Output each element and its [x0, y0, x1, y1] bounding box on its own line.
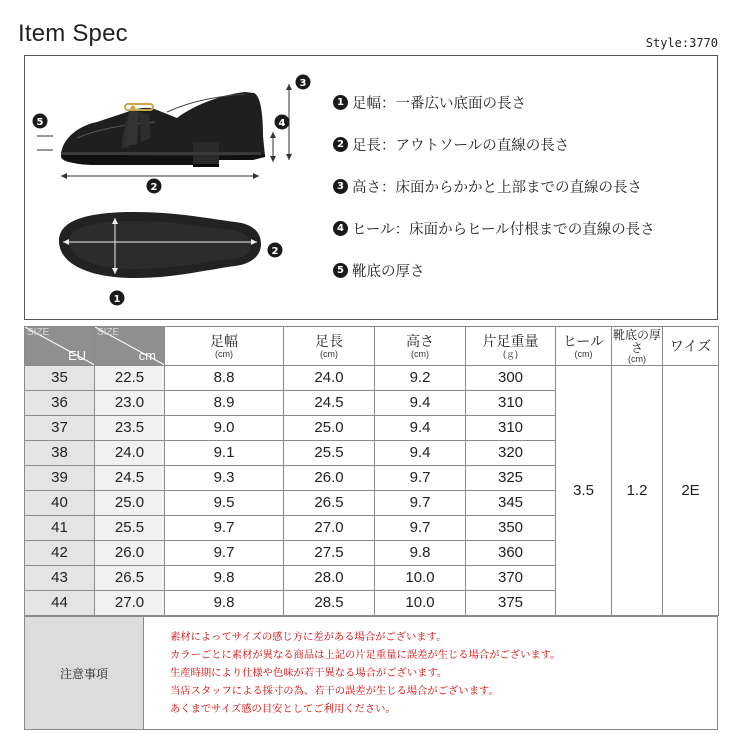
cell-cm: 25.0 — [95, 490, 165, 515]
cell-height: 9.7 — [375, 515, 466, 540]
legend-text: 靴底の厚さ — [352, 264, 425, 280]
style-code: Style:3770 — [645, 36, 718, 50]
note-line: 当店スタッフによる採寸の為、若干の誤差が生じる場合がございます。 — [170, 685, 499, 697]
cell-weight: 375 — [466, 590, 556, 615]
cell-length: 26.5 — [284, 490, 375, 515]
header-wise: ワイズ — [663, 327, 719, 366]
cell-length: 27.0 — [284, 515, 375, 540]
number-badge: 4 — [333, 221, 348, 236]
legend-item-height — [333, 176, 718, 197]
cell-cm: 26.5 — [95, 565, 165, 590]
cell-eu: 39 — [25, 465, 95, 490]
note-line: 素材によってサイズの感じ方に差がある場合がございます。 — [170, 631, 447, 643]
cell-weight: 320 — [466, 440, 556, 465]
corner-eu — [25, 327, 95, 366]
note-line: あくまでサイズ感の目安としてご利用ください。 — [170, 703, 396, 715]
svg-text:2: 2 — [150, 182, 158, 193]
header-foot-width: 足幅 (cm) — [165, 327, 284, 366]
table-header-row — [25, 327, 719, 366]
size-label: SIZE — [27, 327, 50, 338]
shoe-sole-view — [59, 212, 261, 278]
marker-2b — [268, 243, 283, 258]
page-title: Item Spec — [18, 20, 128, 47]
header-weight: 片足重量 (ｇ) — [466, 327, 556, 366]
cell-sole-thickness: 1.2 — [612, 365, 663, 615]
cell-height: 9.4 — [375, 390, 466, 415]
table-row — [25, 365, 719, 390]
cell-eu: 36 — [25, 390, 95, 415]
marker-3 — [296, 75, 311, 90]
legend-text: 高さ：床面からかかと上部までの直線の長さ — [352, 180, 642, 196]
marker-1 — [110, 291, 125, 306]
cell-length: 24.5 — [284, 390, 375, 415]
cell-length: 25.5 — [284, 440, 375, 465]
notes-body — [144, 617, 717, 729]
cell-eu: 40 — [25, 490, 95, 515]
cell-cm: 27.0 — [95, 590, 165, 615]
cell-weight: 345 — [466, 490, 556, 515]
marker-2 — [147, 179, 162, 194]
cell-cm: 23.5 — [95, 415, 165, 440]
cell-height: 9.8 — [375, 540, 466, 565]
cell-width: 9.3 — [165, 465, 284, 490]
cell-weight: 310 — [466, 415, 556, 440]
cell-eu: 44 — [25, 590, 95, 615]
header-sole-thickness: 靴底の厚さ (cm) — [612, 328, 661, 365]
cell-height: 9.4 — [375, 415, 466, 440]
measurement-diagram-panel — [24, 55, 718, 320]
corner-cm — [95, 327, 165, 366]
cell-cm: 26.0 — [95, 540, 165, 565]
size-table — [24, 326, 719, 616]
cell-length: 28.5 — [284, 590, 375, 615]
cell-height: 10.0 — [375, 590, 466, 615]
cell-width: 9.1 — [165, 440, 284, 465]
number-badge: 2 — [333, 137, 348, 152]
shoe-figure — [25, 56, 335, 321]
cell-width: 9.8 — [165, 590, 284, 615]
cell-length: 26.0 — [284, 465, 375, 490]
note-line: 生産時期により仕様や色味が若干異なる場合がございます。 — [170, 667, 448, 679]
marker-5 — [33, 114, 48, 129]
cell-height: 9.4 — [375, 440, 466, 465]
cell-eu: 37 — [25, 415, 95, 440]
cell-heel: 3.5 — [556, 365, 612, 615]
header-height: 高さ (cm) — [375, 327, 466, 366]
cell-width: 8.8 — [165, 365, 284, 390]
note-line: カラーごとに素材が異なる商品は上記の片足重量に誤差が生じる場合がございます。 — [170, 649, 561, 661]
cell-wise: 2E — [663, 365, 719, 615]
notes-panel — [24, 616, 718, 730]
measurement-legend — [333, 92, 718, 302]
legend-text: ヒール：床面からヒール付根までの直線の長さ — [352, 222, 655, 238]
svg-text:5: 5 — [36, 117, 44, 128]
cell-width: 8.9 — [165, 390, 284, 415]
svg-text:1: 1 — [113, 294, 121, 305]
legend-item-foot-width — [333, 92, 718, 113]
cell-cm: 22.5 — [95, 365, 165, 390]
cell-height: 10.0 — [375, 565, 466, 590]
cell-width: 9.5 — [165, 490, 284, 515]
svg-text:3: 3 — [299, 78, 307, 89]
legend-text: 足幅：一番広い底面の長さ — [352, 96, 526, 112]
cell-eu: 43 — [25, 565, 95, 590]
cell-length: 27.5 — [284, 540, 375, 565]
legend-item-sole-thickness — [333, 260, 718, 281]
cell-cm: 24.0 — [95, 440, 165, 465]
svg-text:2: 2 — [271, 246, 279, 257]
legend-item-foot-length — [333, 134, 718, 155]
cell-weight: 350 — [466, 515, 556, 540]
cell-cm: 25.5 — [95, 515, 165, 540]
cell-cm: 24.5 — [95, 465, 165, 490]
svg-text:4: 4 — [278, 118, 286, 129]
cell-width: 9.0 — [165, 415, 284, 440]
cell-weight: 300 — [466, 365, 556, 390]
cell-height: 9.7 — [375, 465, 466, 490]
shoe-side-view — [61, 92, 265, 167]
eu-label: EU — [67, 347, 86, 363]
cm-label: cm — [138, 347, 156, 363]
cell-width: 9.7 — [165, 515, 284, 540]
cell-length: 28.0 — [284, 565, 375, 590]
cell-width: 9.7 — [165, 540, 284, 565]
number-badge: 1 — [333, 95, 348, 110]
header-heel: ヒール (cm) — [556, 327, 612, 366]
size-label: SIZE — [97, 327, 120, 338]
legend-item-heel — [333, 218, 718, 239]
cell-length: 25.0 — [284, 415, 375, 440]
cell-width: 9.8 — [165, 565, 284, 590]
cell-height: 9.2 — [375, 365, 466, 390]
notes-label: 注意事項 — [25, 617, 144, 729]
header-foot-length: 足長 (cm) — [284, 327, 375, 366]
legend-text: 足長：アウトソールの直線の長さ — [352, 138, 570, 154]
cell-weight: 360 — [466, 540, 556, 565]
number-badge: 5 — [333, 263, 348, 278]
number-badge: 3 — [333, 179, 348, 194]
cell-weight: 325 — [466, 465, 556, 490]
cell-eu: 35 — [25, 365, 95, 390]
marker-4 — [275, 115, 290, 130]
cell-height: 9.7 — [375, 490, 466, 515]
cell-eu: 41 — [25, 515, 95, 540]
cell-length: 24.0 — [284, 365, 375, 390]
cell-cm: 23.0 — [95, 390, 165, 415]
cell-eu: 38 — [25, 440, 95, 465]
cell-weight: 370 — [466, 565, 556, 590]
cell-weight: 310 — [466, 390, 556, 415]
cell-eu: 42 — [25, 540, 95, 565]
